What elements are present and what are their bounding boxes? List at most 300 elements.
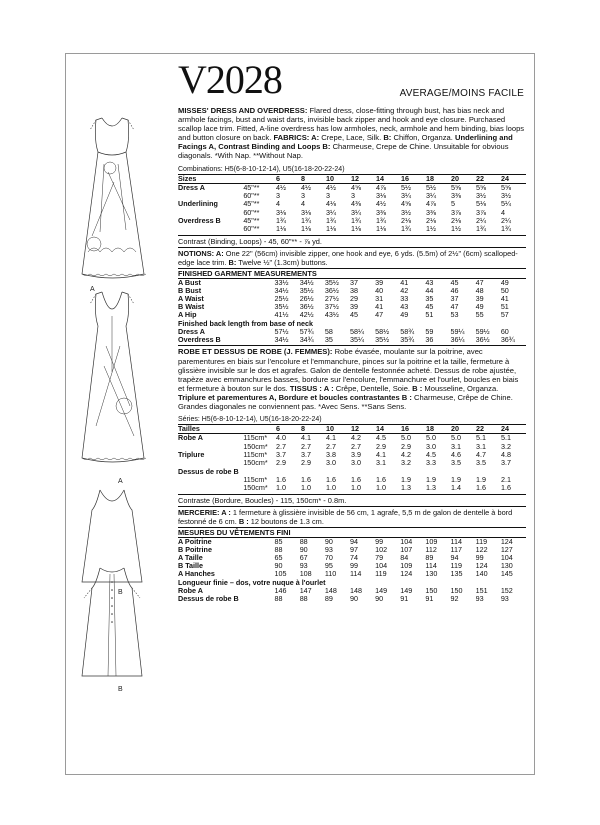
- technical-sketches: [66, 54, 161, 774]
- table-cell: 79: [375, 553, 384, 563]
- table-cell: 4: [300, 199, 305, 209]
- table-cell: 90: [324, 536, 333, 546]
- table-cell: 109: [425, 536, 438, 546]
- table-cell: 3: [275, 191, 280, 201]
- english-length-title: Finished back length from base of neck: [178, 318, 313, 328]
- table-cell: 3.5: [475, 458, 486, 468]
- table-cell: 4⅛: [325, 199, 336, 209]
- fabric-width: 60"**: [243, 224, 260, 234]
- size-header: 22: [476, 174, 501, 183]
- table-cell: 5.1: [500, 433, 511, 443]
- english-yardage-table: [178, 174, 526, 234]
- table-cell: 90: [349, 594, 358, 604]
- table-cell: 4.1: [325, 433, 336, 443]
- table-cell: 112: [425, 544, 437, 554]
- table-cell: 1.6: [300, 475, 311, 485]
- table-cell: 94: [349, 536, 358, 546]
- table-cell: 1.9: [450, 475, 461, 485]
- table-cell: 41: [375, 302, 384, 312]
- table-cell: 4½: [325, 182, 336, 192]
- size-header-label: Sizes: [178, 174, 243, 183]
- table-cell: 2.9: [375, 441, 386, 451]
- table-cell: 119: [450, 561, 462, 571]
- table-cell: 3¼: [400, 191, 411, 201]
- row-label: Dress A: [178, 327, 205, 337]
- pattern-info: [178, 57, 526, 604]
- table-cell: 114: [425, 561, 437, 571]
- table-cell: 99: [475, 553, 484, 563]
- table-cell: 3.7: [300, 450, 311, 460]
- table-cell: 140: [475, 569, 488, 579]
- row-label: A Poitrine: [178, 536, 212, 546]
- table-cell: 47: [375, 310, 384, 320]
- table-cell: 3.0: [325, 458, 336, 468]
- table-cell: 1.0: [275, 483, 286, 493]
- table-cell: 35½: [375, 335, 390, 345]
- table-cell: 1.3: [400, 483, 411, 493]
- table-cell: 5⅛: [475, 199, 486, 209]
- table-cell: 70: [324, 553, 333, 563]
- table-cell: 5.0: [425, 433, 436, 443]
- table-cell: 152: [500, 586, 513, 596]
- table-cell: 5: [450, 199, 455, 209]
- table-cell: 1.6: [475, 483, 486, 493]
- table-cell: 37: [349, 277, 358, 287]
- table-cell: 2¼: [500, 216, 511, 226]
- table-cell: 2⅛: [400, 216, 411, 226]
- table-cell: 46: [450, 285, 459, 295]
- table-cell: 3⅛: [275, 207, 286, 217]
- table-cell: 1.6: [275, 475, 286, 485]
- table-cell: 4½: [300, 182, 311, 192]
- table-cell: 1.6: [325, 475, 336, 485]
- size-header: 14: [376, 425, 401, 434]
- table-cell: 91: [425, 594, 434, 604]
- fabric-width: 115cm*: [243, 450, 268, 460]
- table-cell: 3⅛: [375, 191, 386, 201]
- table-cell: 124: [500, 536, 513, 546]
- table-cell: 36¼: [450, 335, 465, 345]
- row-label: Robe A: [178, 586, 203, 596]
- table-cell: 60: [500, 327, 509, 337]
- table-cell: 1.3: [425, 483, 436, 493]
- table-cell: 1¾: [300, 216, 311, 226]
- table-cell: 119: [375, 569, 387, 579]
- table-cell: 5⅝: [500, 182, 511, 192]
- table-cell: 90: [299, 544, 308, 554]
- table-cell: 43: [425, 277, 434, 287]
- table-cell: 27½: [324, 294, 339, 304]
- table-cell: 29: [349, 294, 358, 304]
- size-header: 10: [326, 425, 351, 434]
- table-cell: 41: [500, 294, 509, 304]
- table-cell: 90: [274, 561, 283, 571]
- table-cell: 145: [500, 569, 513, 579]
- table-cell: 3¼: [325, 207, 336, 217]
- row-label: Dessus de robe B: [178, 594, 239, 604]
- table-cell: 2.7: [350, 441, 361, 451]
- table-cell: 3⅜: [375, 207, 386, 217]
- english-description: MISSES' DRESS AND OVERDRESS: Flared dress, close-fitting through bust, has bias neck and armhole facings, bust and waist darts, invisible back zipper and hook and eye closure. Purchased scallop lace trim. Fitted, A-line overdress has low armholes, neck, armhole and hem binding, bias loops and button closure on back. FABRICS: A: Crepe, Lace, Silk. B: Chiffon, Organza. Underlining and Facings A, Contrast Binding and Loops B: Charmeuse, Crepe de Chine. Unsuitable for obvious diagonals. *With Nap. **Without Nap.: [178, 106, 525, 161]
- fabric-width: 60"**: [243, 191, 260, 201]
- table-cell: 2.7: [325, 441, 336, 451]
- table-cell: 48: [475, 285, 484, 295]
- table-cell: 5⅝: [450, 182, 461, 192]
- row-label: Robe A: [178, 433, 203, 443]
- fabric-width-header: [243, 174, 276, 183]
- table-cell: 3.9: [350, 450, 361, 460]
- table-cell: 4.1: [375, 450, 386, 460]
- table-cell: 58¾: [400, 327, 415, 337]
- table-cell: 4½: [275, 182, 286, 192]
- table-cell: 1.6: [500, 483, 511, 493]
- table-cell: 4.6: [450, 450, 461, 460]
- size-header: 6: [276, 425, 301, 434]
- table-cell: 124: [400, 569, 413, 579]
- table-cell: 117: [450, 544, 462, 554]
- table-cell: 59¼: [450, 327, 465, 337]
- table-cell: 2.9: [275, 458, 286, 468]
- english-length-table: [178, 328, 526, 344]
- table-cell: 49: [400, 310, 409, 320]
- table-cell: 1¾: [400, 224, 411, 234]
- table-cell: 93: [475, 594, 484, 604]
- table-cell: 5.0: [400, 433, 411, 443]
- row-label: B Poitrine: [178, 544, 212, 554]
- table-cell: 43: [400, 302, 409, 312]
- table-cell: 88: [299, 536, 308, 546]
- row-label: [178, 476, 243, 484]
- sketch-label: B: [118, 686, 123, 693]
- size-header: 22: [476, 425, 501, 434]
- table-cell: 34½: [274, 285, 289, 295]
- pattern-number: V2028: [178, 57, 282, 102]
- pattern-envelope-back: [65, 53, 535, 775]
- fabric-width: 45"**: [243, 216, 260, 226]
- table-cell: 85: [274, 536, 283, 546]
- table-cell: 34½: [274, 335, 289, 345]
- row-label: Overdress B: [178, 216, 221, 226]
- table-cell: 114: [450, 536, 462, 546]
- size-header: 12: [351, 425, 376, 434]
- table-cell: 37½: [324, 302, 339, 312]
- table-cell: 49: [475, 302, 484, 312]
- table-cell: 1⅛: [300, 224, 311, 234]
- table-cell: 25½: [274, 294, 289, 304]
- table-cell: 51: [425, 310, 434, 320]
- table-cell: 5.0: [450, 433, 461, 443]
- english-contrast: Contrast (Binding, Loops) - 45, 60"** - ⅞ yd.: [178, 236, 322, 246]
- table-cell: 59½: [475, 327, 490, 337]
- table-cell: 3.7: [275, 450, 286, 460]
- table-cell: 36¾: [500, 335, 515, 345]
- table-cell: 3⅞: [475, 207, 486, 217]
- table-cell: 4.8: [500, 450, 511, 460]
- dress-a-back-sketch: [68, 286, 156, 466]
- table-cell: 4⅞: [425, 199, 436, 209]
- table-cell: 149: [375, 586, 388, 596]
- table-cell: 5⅝: [475, 182, 486, 192]
- table-cell: 1.9: [425, 475, 436, 485]
- table-cell: 3.5: [450, 458, 461, 468]
- table-cell: 1¾: [350, 216, 361, 226]
- size-header: 20: [451, 174, 476, 183]
- table-cell: 3.2: [400, 458, 411, 468]
- table-cell: 94: [450, 553, 459, 563]
- table-cell: 2¼: [475, 216, 486, 226]
- table-cell: 3⅜: [425, 207, 436, 217]
- french-contraste: Contraste (Bordure, Boucles) - 115, 150cm* - 0.8m.: [178, 495, 347, 505]
- table-cell: 124: [475, 561, 488, 571]
- table-cell: 148: [324, 586, 337, 596]
- table-row: [178, 336, 526, 344]
- table-cell: 93: [299, 561, 308, 571]
- table-cell: 4⅜: [350, 199, 361, 209]
- table-cell: 36½: [475, 335, 490, 345]
- table-cell: 3⅜: [450, 191, 461, 201]
- table-cell: 4.5: [375, 433, 386, 443]
- table-cell: 3.8: [325, 450, 336, 460]
- table-cell: 3: [350, 191, 355, 201]
- size-header: 20: [451, 425, 476, 434]
- table-cell: 44: [425, 285, 434, 295]
- table-cell: 150: [450, 586, 463, 596]
- table-cell: 1.0: [375, 483, 386, 493]
- french-mercerie: MERCERIE: A : 1 fermeture à glissière invisible de 56 cm, 1 agrafe, 5,5 m de galon de dentelle à bord festonné de 6 cm. B : 12 boutons de 1.3 cm.: [178, 507, 513, 526]
- table-cell: 45: [450, 277, 459, 287]
- fabric-width: 150cm*: [243, 458, 268, 468]
- table-cell: 97: [349, 544, 358, 554]
- row-label: Overdress B: [178, 335, 221, 345]
- table-cell: 1.0: [350, 483, 361, 493]
- table-row: [178, 225, 526, 233]
- table-cell: 31: [375, 294, 384, 304]
- french-length-table: [178, 587, 526, 603]
- table-cell: 58½: [375, 327, 390, 337]
- table-cell: 59: [425, 327, 434, 337]
- fabric-width: 60"**: [243, 207, 260, 217]
- french-length-title: Longueur finie – dos, votre nuque à l'ourlet: [178, 577, 326, 587]
- table-cell: 41½: [274, 310, 289, 320]
- table-cell: 57¾: [299, 327, 314, 337]
- table-cell: 104: [400, 536, 413, 546]
- table-cell: 41: [400, 277, 409, 287]
- table-cell: 1⅛: [350, 224, 361, 234]
- table-cell: 3½: [475, 191, 486, 201]
- table-cell: 26½: [299, 294, 314, 304]
- table-cell: 99: [349, 561, 358, 571]
- table-cell: 1.0: [325, 483, 336, 493]
- table-cell: 135: [450, 569, 463, 579]
- table-cell: 104: [375, 561, 388, 571]
- table-cell: 108: [299, 569, 312, 579]
- table-cell: 2.7: [275, 441, 286, 451]
- row-label: Underlining: [178, 199, 218, 209]
- fabric-width: 115cm*: [243, 475, 268, 485]
- row-label: Triplure: [178, 450, 205, 460]
- difficulty-level: AVERAGE/MOINS FACILE: [399, 88, 524, 99]
- table-cell: 3.1: [375, 458, 386, 468]
- table-cell: 2.9: [400, 441, 411, 451]
- table-cell: 35½: [274, 302, 289, 312]
- table-cell: 5.1: [475, 433, 486, 443]
- table-cell: 39: [349, 302, 358, 312]
- table-cell: 3.1: [450, 441, 461, 451]
- table-cell: 4½: [375, 199, 386, 209]
- table-cell: 1⅛: [275, 224, 286, 234]
- size-header: 8: [301, 425, 326, 434]
- table-cell: 2.9: [300, 458, 311, 468]
- table-cell: 95: [324, 561, 333, 571]
- table-cell: 35¼: [349, 335, 364, 345]
- table-cell: 74: [349, 553, 358, 563]
- size-header: 24: [501, 425, 526, 434]
- table-cell: 110: [324, 569, 337, 579]
- table-cell: 89: [324, 594, 333, 604]
- table-cell: 1⅛: [375, 224, 386, 234]
- size-header: 18: [426, 425, 451, 434]
- table-cell: 35: [324, 335, 333, 345]
- french-dessus-table: [178, 476, 526, 493]
- sketch-label: A: [90, 286, 95, 293]
- table-cell: 1¾: [275, 216, 286, 226]
- table-cell: 2⅛: [450, 216, 461, 226]
- table-cell: 4⅝: [400, 199, 411, 209]
- sketch-label: B: [118, 589, 123, 596]
- table-cell: 4.5: [425, 450, 436, 460]
- table-cell: 1.9: [400, 475, 411, 485]
- table-cell: 5½: [425, 182, 436, 192]
- table-cell: 58: [324, 327, 333, 337]
- french-dessus-label: Dessus de robe B: [178, 466, 239, 476]
- row-label: A Bust: [178, 277, 201, 287]
- table-cell: 3⅛: [300, 207, 311, 217]
- table-cell: 57: [500, 310, 509, 320]
- table-cell: 127: [500, 544, 513, 554]
- table-cell: 99: [375, 536, 384, 546]
- row-label: A Waist: [178, 294, 204, 304]
- table-cell: 3.2: [500, 441, 511, 451]
- size-header: 12: [351, 174, 376, 183]
- table-cell: 4.7: [475, 450, 486, 460]
- table-cell: 51: [500, 302, 509, 312]
- fabric-width: 150cm*: [243, 441, 268, 451]
- table-cell: 107: [400, 544, 413, 554]
- table-cell: 88: [299, 594, 308, 604]
- size-header-row: [178, 174, 526, 183]
- table-cell: 92: [450, 594, 459, 604]
- series-line: Séries: H5(6-8-10-12-14), U5(16-18-20-22-24): [178, 416, 322, 424]
- row-label: A Taille: [178, 553, 203, 563]
- table-cell: 5½: [400, 182, 411, 192]
- table-cell: 33: [400, 294, 409, 304]
- size-header: 18: [426, 174, 451, 183]
- table-cell: 36½: [324, 285, 339, 295]
- table-cell: 1½: [425, 224, 436, 234]
- table-cell: 1.4: [450, 483, 461, 493]
- table-cell: 90: [375, 594, 384, 604]
- table-cell: 119: [475, 536, 488, 546]
- table-cell: 49: [500, 277, 509, 287]
- overdress-b-back-sketch: [68, 564, 156, 684]
- row-label: B Bust: [178, 285, 202, 295]
- english-measurements-table: [178, 279, 526, 320]
- table-cell: 114: [349, 569, 362, 579]
- table-cell: 53: [450, 310, 459, 320]
- table-cell: 1.0: [300, 483, 311, 493]
- english-measurements-title: FINISHED GARMENT MEASUREMENTS: [178, 268, 526, 279]
- table-cell: 3⅞: [450, 207, 461, 217]
- table-cell: 149: [400, 586, 413, 596]
- table-cell: 1.9: [475, 475, 486, 485]
- table-cell: 58¼: [349, 327, 364, 337]
- table-cell: 91: [400, 594, 409, 604]
- fabric-width: 45"**: [243, 199, 260, 209]
- table-cell: 104: [500, 553, 513, 563]
- table-cell: 1½: [450, 224, 461, 234]
- table-cell: 84: [400, 553, 409, 563]
- table-cell: 33½: [274, 277, 289, 287]
- table-cell: 42½: [299, 310, 314, 320]
- combinations-line: Combinations: H5(6-8-10-12-14), U5(16-18-20-22-24): [178, 165, 345, 173]
- fabric-width: 115cm*: [243, 433, 268, 443]
- table-cell: 5¼: [500, 199, 511, 209]
- french-description: ROBE ET DESSUS DE ROBE (J. FEMMES): Robe évasée, moulante sur la poitrine, avec parementures en biais sur l'encolure et l'emmanchure, pinces sur la poitrine et la taille, fermeture à glissière invisible sur le dos et agrafes. Galon de dentelle festonnée acheté. Dessus de robe ajustée, trapèze avec emmanchures basses, bordure sur l'encolure, l'emmanchure et l'ourlet, boucles en biais et fermeture à bouton sur le dos. TISSUS : A : Crêpe, Dentelle, Soie. B : Mousseline, Organza. Triplure et parementures A, Bordure et boucles contrastantes B : Charmeuse, Crêpe de Chine. Grandes diagonales ne conviennent pas. *Avec Sens. **Sans Sens.: [178, 347, 519, 412]
- table-cell: 3.7: [500, 458, 511, 468]
- table-cell: 39: [475, 294, 484, 304]
- size-header-label: Tailles: [178, 425, 243, 434]
- row-label: A Hanches: [178, 569, 215, 579]
- table-cell: 130: [500, 561, 513, 571]
- english-notions: NOTIONS: A: One 22" (56cm) invisible zipper, one hook and eye, 6 yds. (5.5m) of 2½" (6cm) scalloped-edge lace trim. B: Twelve ½" (1.3cm) buttons.: [178, 248, 518, 267]
- row-label: B Taille: [178, 561, 204, 571]
- table-cell: 3½: [500, 191, 511, 201]
- table-cell: 1¾: [475, 224, 486, 234]
- table-cell: 146: [274, 586, 287, 596]
- table-cell: 35½: [324, 277, 339, 287]
- row-label: [178, 484, 243, 492]
- table-cell: 3.0: [425, 441, 436, 451]
- table-row: [178, 595, 526, 603]
- size-header: 14: [376, 174, 401, 183]
- table-cell: 34½: [299, 277, 314, 287]
- row-label: A Hip: [178, 310, 197, 320]
- table-cell: 34¾: [299, 335, 314, 345]
- table-cell: 3.1: [475, 441, 486, 451]
- table-cell: 4: [275, 199, 280, 209]
- table-cell: 1.6: [350, 475, 361, 485]
- table-cell: 47: [450, 302, 459, 312]
- table-cell: 38: [349, 285, 358, 295]
- size-header: 6: [276, 174, 301, 183]
- table-cell: 1¾: [375, 216, 386, 226]
- table-cell: 45: [349, 310, 358, 320]
- table-cell: 148: [349, 586, 362, 596]
- table-cell: 45: [425, 302, 434, 312]
- table-cell: 3.0: [350, 458, 361, 468]
- fabric-width: 150cm*: [243, 483, 268, 493]
- row-label: B Waist: [178, 302, 205, 312]
- table-cell: 102: [375, 544, 388, 554]
- size-header: 24: [501, 174, 526, 183]
- french-yardage-table: [178, 424, 526, 467]
- table-cell: 89: [425, 553, 434, 563]
- table-cell: 65: [274, 553, 283, 563]
- table-cell: 88: [274, 544, 283, 554]
- table-cell: 1¾: [500, 224, 511, 234]
- table-cell: 105: [274, 569, 287, 579]
- table-cell: 57½: [274, 327, 289, 337]
